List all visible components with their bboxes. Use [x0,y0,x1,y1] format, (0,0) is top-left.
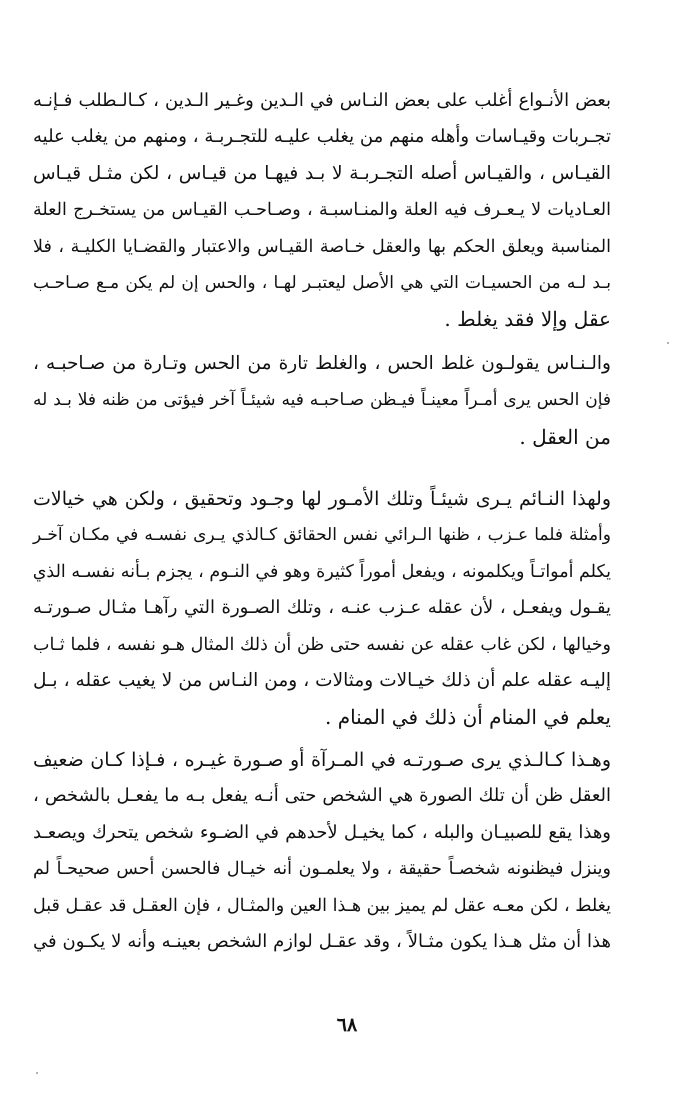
text-line: فإن الحس يرى أمـراً معينـاً فيـظن صـاحبـه فيه شيئـاً آخر فيؤتى من ظنه فلا بـد له [33,390,611,411]
text-line: وأمثلة فلما عـزب ، ظنها الـرائي نفس الحقائق كـالذي يـرى نفسـه في مكـان آخـر [33,525,611,546]
text-line: ولهذا النـائم يـرى شيئـاً وتلك الأمـور لها وجـود وتحقيق ، ولكن هي خيالات [33,488,611,510]
text-line: العقل ظن أن تلك الصورة هي الشخص حتى أنـه يفعل بـه ما يفعـل بالشخص ، [33,785,611,807]
text-line: إليـه عقله علم أن ذلك خيـالات ومثالات ، ومن النـاس من لا يغيب عقله ، بـل [33,670,611,692]
text-line: القيـاس ، والقيـاس أصله التجـربـة لا بـد فيهـا من قيـاس ، لكن مثـل قيـاس [33,162,611,184]
text-line: المناسبة ويعلق الحكم بها والعقل خـاصة القيـاس والاعتبار والقضـايا الكليـة ، فلا [33,236,611,257]
text-line: والـنـاس يقولـون غلط الحس ، والغلط تارة من الحس وتـارة من صـاحبـه ، [33,353,611,374]
paragraph-4 [33,742,611,960]
paragraph-3 [33,481,611,736]
text-line: العـاديات لا يـعـرف فيه العلة والمنـاسبـة ، وصـاحـب القيـاس من يستخـرج العلة [33,200,611,221]
text-line: تجـربات وقيـاسات وأهله منهم من يغلب عليـه للتجـربـة ، ومنهم من يغلب عليه [33,126,611,148]
text-line: يعلم في المنام أن ذلك في المنام . [324,705,611,730]
text-line: يغلط ، لكن معـه عقل لم يميز بين هـذا العين والمثـال ، فإن العقـل قد عقـل قبل [33,895,611,916]
text-line: وهذا يقع للصبيـان والبله ، كما يخيـل لأحدهم في الضـوء شخص يتحرك ويصعـد [33,821,611,843]
text-line: بـد لـه من الحسيـات التي هي الأصل ليعتبـر لهـا ، والحس إن لم يكن مـع صـاحـب [33,273,611,294]
text-line: وهـذا كـالـذي يرى صـورتـه في المـرآة أو صـورة غيـره ، فـإذا كـان ضعيف [33,749,611,771]
scan-speck [36,1072,38,1074]
paragraph-2 [33,346,611,455]
text-line: يقـول ويفعـل ، لأن عقله عـزب عنـه ، وتلك الصـورة التي رآهـا مثـال صـورتـه [33,597,611,619]
text-line: وينزل فيظنونه شخصـاً حقيقة ، ولا يعلمـون أنه خيـال فالحسن أحس صحيحـاً لم [33,859,611,880]
text-line: هذا أن مثل هـذا يكون مثـالاً ، وقد عقـل لوازم الشخص بعينـه وأنه لا يكـون في [33,931,611,953]
text-line: عقل وإلا فقد يغلط . [444,307,611,332]
text-line: يكلم أمواتـاً ويكلمونه ، ويفعل أموراً كثيرة وهو في النـوم ، يجزم بـأنه نفسـه الذي [32,561,611,582]
page-number: ٦٨ [336,1014,358,1036]
text-line: من العقل . [519,424,611,449]
text-line: وخيالها ، لكن غاب عقله عن نفسه حتى ظن أن ذلك المثال هـو نفسه ، فلما ثـاب [33,634,611,655]
text-line: بعض الأنـواع أغلب على بعض النـاس في الـدين وغـير الـدين ، كـالـطلب فـإنـه [33,90,611,111]
scan-speck [667,342,669,344]
paragraph-1 [33,83,611,338]
